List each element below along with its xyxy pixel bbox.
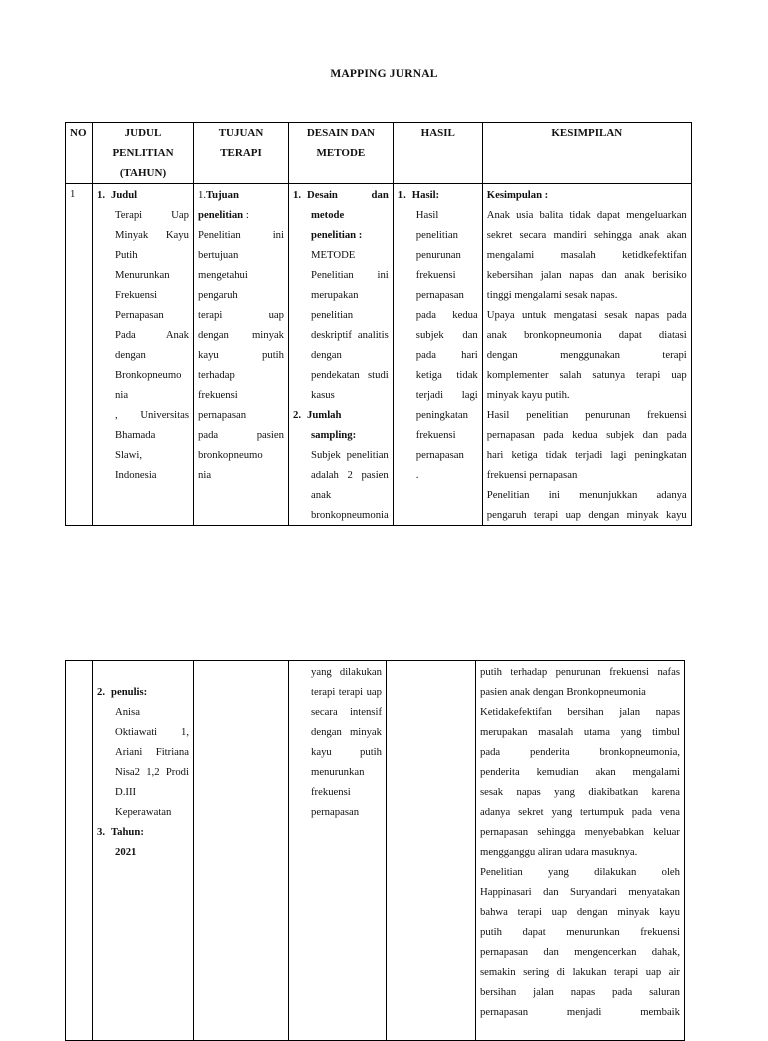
kesimpulan-line: mengalami masalah ketidkefektifan: [486, 249, 687, 261]
tujuan-text: [198, 225, 284, 485]
hasil-line: .: [415, 469, 419, 481]
kesimpulan-line: Upaya untuk mengatasi sesak napas pada: [486, 309, 687, 321]
header-tujuan-line: TERAPI: [220, 147, 262, 159]
header-judul: [93, 123, 194, 184]
desain-line: frekuensi: [311, 786, 351, 798]
page-title: MAPPING JURNAL: [330, 68, 438, 80]
judul-line: , Universitas: [115, 409, 189, 421]
desain-line: terapi terapi uap: [311, 686, 382, 698]
tahun-heading: Tahun:: [111, 826, 144, 838]
tujuan-line: bronkopneumo: [198, 449, 263, 461]
penulis-line: Ariani Fitriana: [115, 746, 189, 758]
desain-line: METODE: [311, 249, 356, 261]
header-kesimpulan-label: KESIMPILAN: [551, 127, 623, 139]
cell-tujuan: [194, 661, 289, 1041]
sampling-heading-line: sampling:: [311, 429, 357, 441]
header-no: [66, 123, 93, 184]
judul-line: Slawi,: [115, 449, 143, 461]
cell-judul: [93, 184, 194, 526]
penulis-line: Anisa: [115, 706, 140, 718]
hasil-line: pernapasan: [415, 289, 464, 301]
sampling-heading: Jumlah: [307, 409, 342, 421]
desain-line: menurunkan: [311, 766, 365, 778]
hasil-line: Hasil: [415, 209, 439, 221]
hasil-heading: Hasil:: [411, 189, 440, 201]
hasil-line: pada hari: [415, 349, 478, 361]
tujuan-heading-suffix: :: [243, 209, 249, 221]
desain-text: [293, 245, 389, 405]
header-desain-line: METODE: [316, 147, 366, 159]
kesimpulan-line: dengan menggunakan terapi: [486, 349, 687, 361]
kesimpulan-line: semakin sering di lakukan terapi uap air: [480, 966, 680, 978]
desain-line: dengan: [311, 349, 342, 361]
kesimpulan-line: Anak usia balita tidak dapat mengeluarkan: [486, 209, 687, 221]
tujuan-line: mengetahui: [198, 269, 248, 281]
mapping-table-page-1: [65, 122, 692, 526]
kesimpulan-line: sesak napas yang diakibatkan karena: [480, 786, 680, 798]
kesimpulan-text: [487, 205, 687, 525]
cell-judul: [93, 661, 194, 1041]
hasil-line: subjek dan: [415, 329, 478, 341]
desain-line: Penelitian ini: [311, 269, 389, 281]
desain-line: secara intensif: [311, 706, 382, 718]
judul-line: Frekuensi: [115, 289, 158, 301]
sampling-line: anak: [311, 489, 332, 501]
row-number: 1: [70, 188, 76, 200]
header-desain: [289, 123, 394, 184]
header-judul-line: (TAHUN): [119, 167, 167, 179]
header-tujuan: [194, 123, 289, 184]
kesimpulan-line: hari ketiga tidak terjadi lagi peningkatan: [486, 449, 687, 461]
hasil-line: pernapasan: [415, 449, 464, 461]
sampling-line: Subjek penelitian: [311, 449, 389, 461]
kesimpulan-line: Penelitian yang dilakukan oleh: [480, 866, 680, 878]
desain-line: kasus: [311, 389, 335, 401]
hasil-line: frekuensi: [415, 269, 456, 281]
judul-line: nia: [115, 389, 129, 401]
kesimpulan-line: Happinasari dan Suryandari menyatakan: [480, 886, 680, 898]
kesimpulan-heading: Kesimpulan :: [486, 189, 549, 201]
judul-line: Pada Anak: [115, 329, 189, 341]
judul-line: Bronkopneumo: [115, 369, 182, 381]
header-kesimpulan: [482, 123, 691, 184]
kesimpulan-line: putih terhadap penurunan frekuensi nafas: [480, 666, 680, 678]
list-number: 1.: [397, 189, 406, 201]
kesimpulan-line: Penelitian ini menunjukkan adanya: [486, 489, 687, 501]
tujuan-line: frekuensi: [198, 389, 238, 401]
list-number: 2.: [97, 686, 106, 698]
desain-line: kayu putih: [311, 746, 382, 758]
kesimpulan-line: frekuensi pernapasan: [486, 469, 578, 481]
sampling-text: [293, 445, 389, 525]
kesimpulan-line: minyak kayu putih.: [486, 389, 570, 401]
penulis-line: D.III: [115, 786, 137, 798]
kesimpulan-line: putih dapat menurunkan frekuensi: [480, 926, 680, 938]
kesimpulan-line: Ketidakefektifan bersihan jalan napas: [480, 706, 680, 718]
list-number: 1.: [97, 189, 106, 201]
hasil-line: frekuensi: [415, 429, 456, 441]
kesimpulan-text: [480, 662, 680, 1022]
penulis-heading: penulis:: [111, 686, 148, 698]
desain-line: pernapasan: [311, 806, 360, 818]
kesimpulan-line: tinggi mengalami sesak napas.: [486, 289, 618, 301]
tujuan-line: terhadap: [198, 369, 235, 381]
cell-kesimpulan: [482, 184, 691, 526]
desain-heading: Desain dan: [307, 189, 389, 201]
kesimpulan-line: kebersihan jalan napas dan anak berisiko: [486, 269, 687, 281]
kesimpulan-line: Hasil penelitian penurunan frekuensi: [486, 409, 687, 421]
judul-line: Minyak Kayu: [115, 229, 189, 241]
judul-line: Pernapasan: [115, 309, 164, 321]
kesimpulan-line: pernapasan pada kedua subjek dan pada: [486, 429, 687, 441]
tujuan-heading: Tujuan: [206, 189, 239, 201]
kesimpulan-line: pada penderita bronkopneumonia,: [480, 746, 680, 758]
cell-no: [66, 184, 93, 526]
sampling-line: bronkopneumonia: [311, 509, 389, 521]
penulis-line: Keperawatan: [115, 806, 172, 818]
kesimpulan-line: anak bronkopneumonia dapat diatasi: [486, 329, 687, 341]
tahun-value: 2021: [115, 846, 137, 858]
kesimpulan-line: pernapasan sehingga menyebabkan keluar: [480, 826, 680, 838]
tujuan-heading: penelitian: [198, 209, 244, 221]
table-row: [66, 184, 692, 526]
judul-line: Putih: [115, 249, 138, 261]
kesimpulan-line: sekret secara mandiri sehingga anak akan: [486, 229, 687, 241]
header-judul-line: JUDUL: [124, 127, 162, 139]
desain-line: penelitian: [311, 309, 354, 321]
kesimpulan-line: pasien anak dengan Bronkopneumonia: [480, 686, 646, 698]
header-hasil: [393, 123, 482, 184]
penulis-text: [97, 702, 189, 822]
sampling-heading-rest: [293, 425, 389, 445]
hasil-line: penelitian: [415, 229, 458, 241]
header-no-label: NO: [70, 127, 87, 139]
kesimpulan-line: pernapasan dan mengencerkan dahak,: [480, 946, 680, 958]
kesimpulan-line: pernapasan menjadi membaik: [480, 1006, 680, 1018]
kesimpulan-line: mengganggu aliran udara masuknya.: [480, 846, 638, 858]
tujuan-line: nia: [198, 469, 212, 481]
tujuan-line: pada pasien: [198, 429, 284, 441]
list-number: 1.: [198, 189, 207, 201]
tujuan-line: bertujuan: [198, 249, 239, 261]
tujuan-line: Penelitian ini: [198, 229, 284, 241]
header-judul-line: PENLITIAN: [112, 147, 174, 159]
cell-desain: [289, 184, 394, 526]
header-tujuan-line: TUJUAN: [218, 127, 264, 139]
cell-no: [66, 661, 93, 1041]
desain-heading-line: metode: [311, 209, 345, 221]
judul-text: [97, 205, 189, 485]
desain-line: merupakan: [311, 289, 359, 301]
desain-line: deskriptif analitis: [311, 329, 389, 341]
cell-kesimpulan: [476, 661, 685, 1041]
cell-hasil: [393, 184, 482, 526]
tujuan-line: dengan minyak: [198, 329, 284, 341]
penulis-line: Nisa2 1,2 Prodi: [115, 766, 189, 778]
list-number: 1.: [293, 189, 302, 201]
judul-line: Menurunkan: [115, 269, 170, 281]
kesimpulan-line: adanya sekret yang tertumpuk pada vena: [480, 806, 680, 818]
table-header-row: [66, 123, 692, 184]
kesimpulan-line: bahwa terapi uap dengan minyak kayu: [480, 906, 680, 918]
tujuan-line: terapi uap: [198, 309, 284, 321]
judul-line: dengan: [115, 349, 146, 361]
sampling-line: adalah 2 pasien: [311, 469, 389, 481]
hasil-line: penurunan: [415, 249, 461, 261]
judul-line: Bhamada: [115, 429, 156, 441]
desain-heading-rest: [293, 205, 389, 245]
desain-heading-line: penelitian :: [311, 229, 363, 241]
judul-line: Terapi Uap: [115, 209, 189, 221]
desain-line: yang dilakukan: [311, 666, 382, 678]
hasil-line: pada kedua: [415, 309, 478, 321]
judul-line: Indonesia: [115, 469, 157, 481]
desain-line: pendekatan studi: [311, 369, 389, 381]
desain-text: [293, 662, 382, 822]
kesimpulan-line: penderita kemudian akan mengalami: [480, 766, 680, 778]
hasil-text: [398, 205, 478, 485]
cell-tujuan: [194, 184, 289, 526]
judul-heading: Judul: [111, 189, 138, 201]
desain-line: dengan minyak: [311, 726, 382, 738]
list-number: 3.: [97, 826, 106, 838]
cell-desain: [289, 661, 387, 1041]
penulis-line: Oktiawati 1,: [115, 726, 189, 738]
kesimpulan-line: merupakan masalah utama yang timbul: [480, 726, 680, 738]
mapping-table-page-2: [65, 660, 685, 1041]
tujuan-line: pernapasan: [198, 409, 247, 421]
hasil-line: ketiga tidak: [415, 369, 478, 381]
table-row: [66, 661, 685, 1041]
cell-hasil: [387, 661, 476, 1041]
kesimpulan-line: pengaruh terapi uap dengan minyak kayu: [486, 509, 687, 521]
list-number: 2.: [293, 409, 302, 421]
header-hasil-label: HASIL: [420, 127, 455, 139]
kesimpulan-line: bersihan jalan napas pada saluran: [480, 986, 680, 998]
tujuan-line: kayu putih: [198, 349, 284, 361]
kesimpulan-line: komplementer salah satunya terapi uap: [486, 369, 687, 381]
tujuan-line: pengaruh: [198, 289, 238, 301]
hasil-line: terjadi lagi: [415, 389, 478, 401]
hasil-line: peningkatan: [415, 409, 469, 421]
header-desain-line: DESAIN DAN: [306, 127, 375, 139]
